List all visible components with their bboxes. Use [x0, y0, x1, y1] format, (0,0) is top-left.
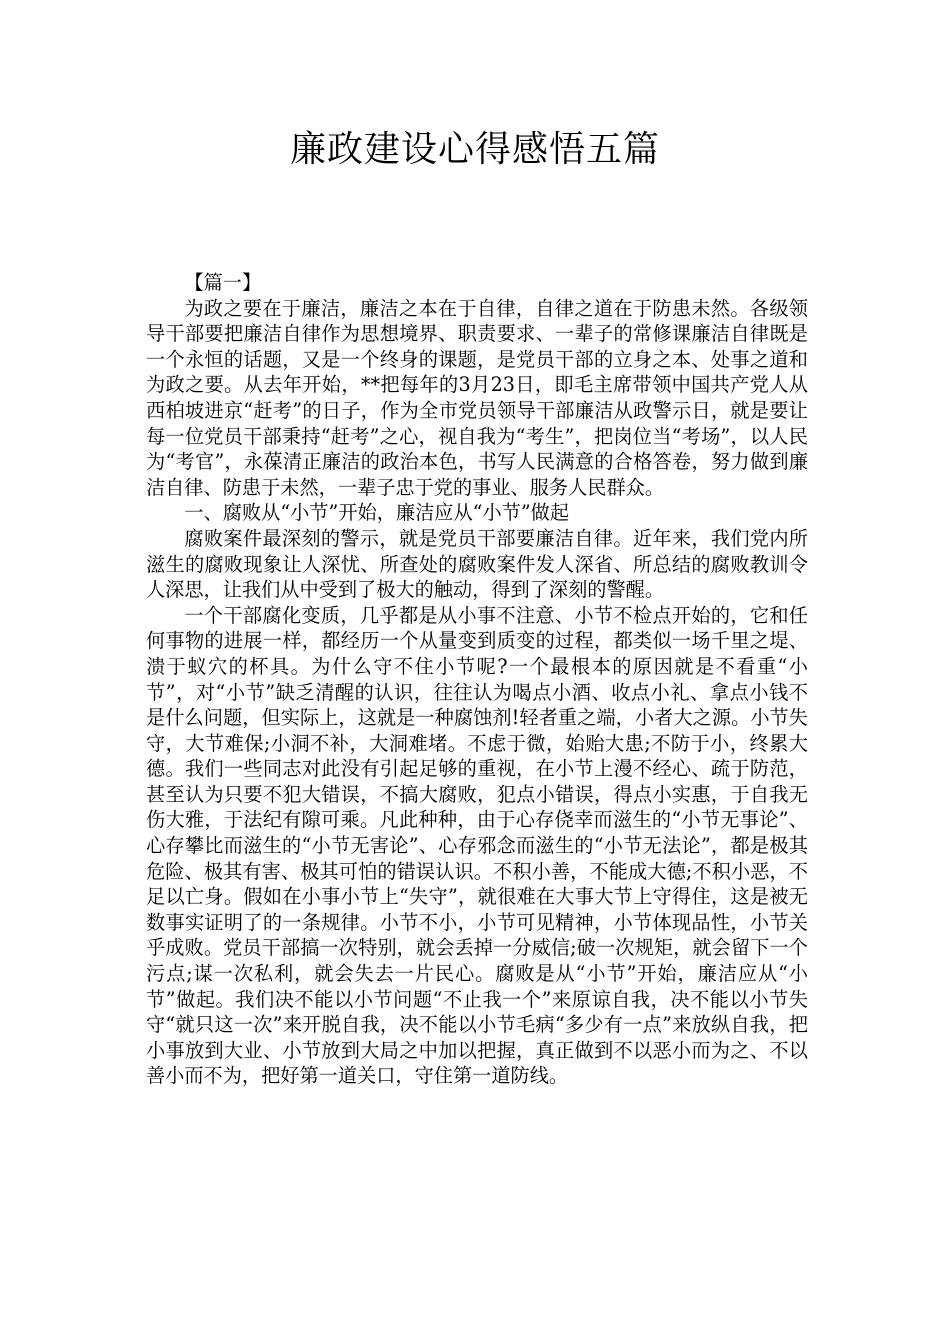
document-title: 廉政建设心得感悟五篇 [289, 129, 660, 170]
paragraph: 腐败案件最深刻的警示，就是党员干部要廉洁自律。近年来，我们党内所滋生的腐败现象让人深忧、所查处的腐败案件发人深省、所总结的腐败教训令人深思，让我们从中受到了极大的触动，得到了深刻的警醒。 [146, 526, 808, 602]
section-heading: 一、腐败从“小节”开始，廉洁应从“小节”做起 [184, 501, 570, 525]
paragraph: 一个干部腐化变质，几乎都是从小事不注意、小节不检点开始的，它和任何事物的进展一样，都经历一个从量变到质变的过程，都类似一场千里之堤、溃于蚁穴的杯具。为什么守不住小节呢?一个最根本的原因就是不看重“小节”，对“小节”缺乏清醒的认识，往往认为喝点小酒、收点小礼、拿点小钱不是什么问题，但实际上，这就是一种腐蚀剂!轻者重之端，小者大之源。小节失守，大节难保;小洞不补，大洞难堵。不虑于微，始贻大患;不防于小，终累大德。我们一些同志对此没有引起足够的重视，在小节上漫不经心、疏于防范，甚至认为只要不犯大错误，不搞大腐败，犯点小错误，得点小实惠，于自我无伤大雅，于法纪有隙可乘。凡此种种，由于心存侥幸而滋生的“小节无事论”、心存攀比而滋生的“小节无害论”、心存邪念而滋生的“小节无法论”，都是极其危险、极其有害、极其可怕的错误认识。不积小善，不能成大德;不积小恶，不足以亡身。假如在小事小节上“失守”，就很难在大事大节上守得住，这是被无数事实证明了的一条规律。小节不小，小节可见精神，小节体现品性，小节关乎成败。党员干部搞一次特别，就会丢掉一分威信;破一次规矩，就会留下一个污点;谋一次私利，就会失去一片民心。腐败是从“小节”开始，廉洁应从“小节”做起。我们决不能以小节问题“不止我一个”来原谅自我，决不能以小节失守“就只这一次”来开脱自我，决不能以小节毛病“多少有一点”来放纵自我，把小事放到大业、小节放到大局之中加以把握，真正做到不以恶小而为之、不以善小而不为，把好第一道关口，守住第一道防线。 [146, 603, 808, 1088]
document-body [146, 270, 808, 1089]
paragraph: 为政之要在于廉洁，廉洁之本在于自律，自律之道在于防患未然。各级领导干部要把廉洁自律作为思想境界、职责要求、一辈子的常修课廉洁自律既是一个永恒的话题，又是一个终身的课题，是党员干部的立身之本、处事之道和为政之要。从去年开始，**把每年的3月23日，即毛主席带领中国共产党人从西柏坡进京“赶考”的日子，作为全市党员领导干部廉洁从政警示日，就是要让每一位党员干部秉持“赶考”之心，视自我为“考生”，把岗位当“考场”，以人民为“考官”，永葆清正廉洁的政治本色，书写人民满意的合格答卷，努力做到廉洁自律、防患于未然，一辈子忠于党的事业、服务人民群众。 [146, 296, 808, 499]
section-label: 【篇一】 [184, 271, 262, 294]
